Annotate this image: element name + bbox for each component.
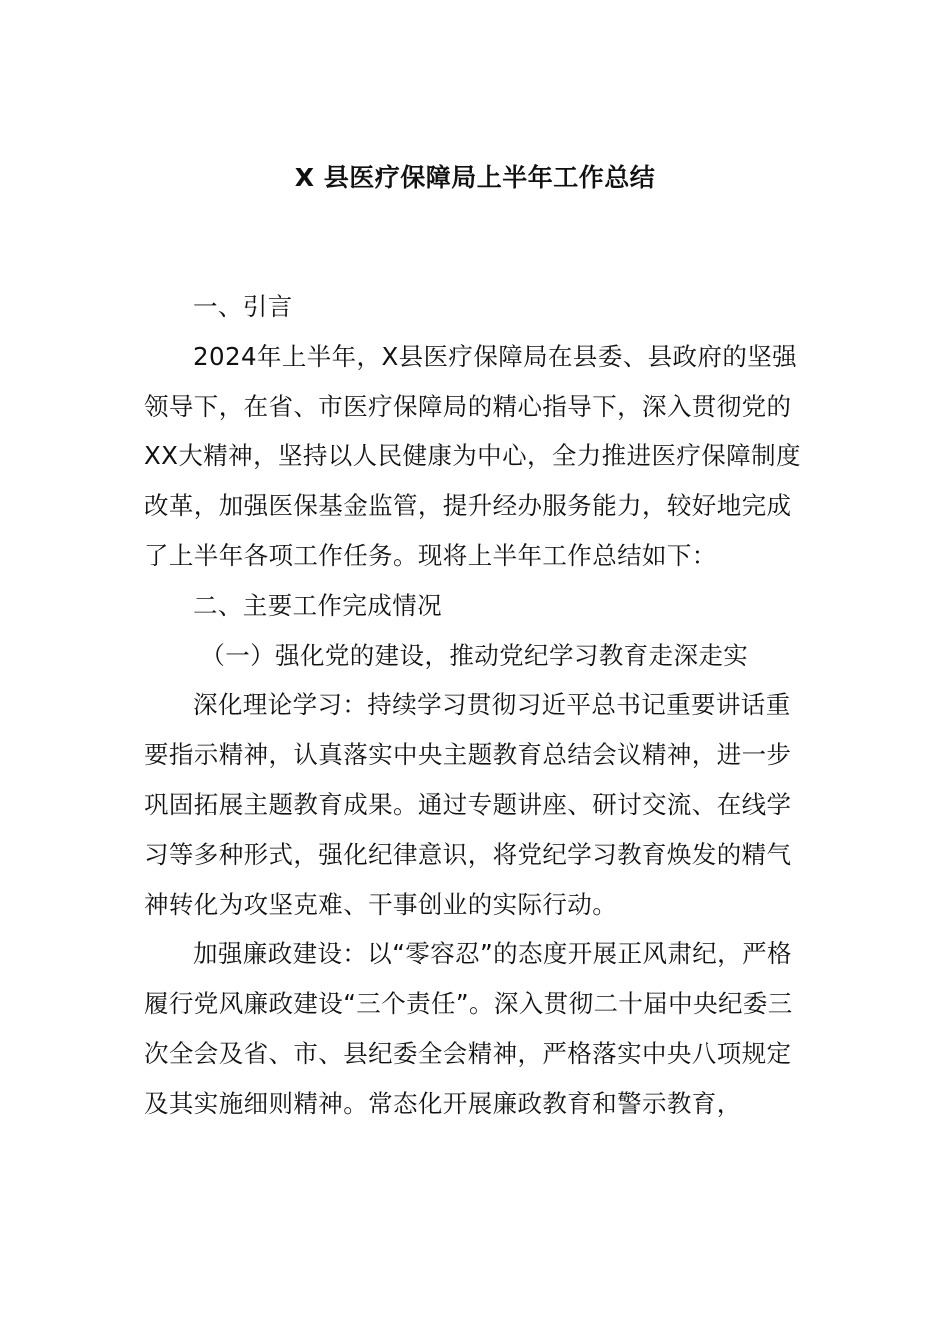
paragraph-theory-study: 深化理论学习：持续学习贯彻习近平总书记重要讲话重要指示精神，认真落实中央主题教育总结会议精神，进一步巩固拓展主题教育成果。通过专题讲座、研讨交流、在线学习等多种形式，强化纪律意识，将党纪学习教育焕发的精气神转化为攻坚克难、干事创业的实际行动。 <box>144 690 792 919</box>
subsection-heading-party-building: （一）强化党的建设，推动党纪学习教育走深走实 <box>200 640 749 670</box>
document-title: X 县医疗保障局上半年工作总结 <box>294 163 656 192</box>
document-body <box>144 282 808 1129</box>
intro-paragraph: 2024年上半年，X县医疗保障局在县委、县政府的坚强领导下，在省、市医疗保障局的精心指导下，深入贯彻党的XX大精神，坚持以人民健康为中心，全力推进医疗保障制度改革，加强医保基金监管，提升经办服务能力，较好地完成了上半年各项工作任务。现将上半年工作总结如下： <box>144 341 801 570</box>
section-heading-introduction: 一、引言 <box>193 292 293 321</box>
section-heading-main-work: 二、主要工作完成情况 <box>193 590 442 620</box>
paragraph-integrity-building: 加强廉政建设：以“零容忍”的态度开展正风肃纪，严格履行党风廉政建设“三个责任”。深入贯彻二十届中央纪委三次全会及省、市、县纪委全会精神，严格落实中央八项规定及其实施细则精神。常态化开展廉政教育和警示教育， <box>144 939 793 1118</box>
